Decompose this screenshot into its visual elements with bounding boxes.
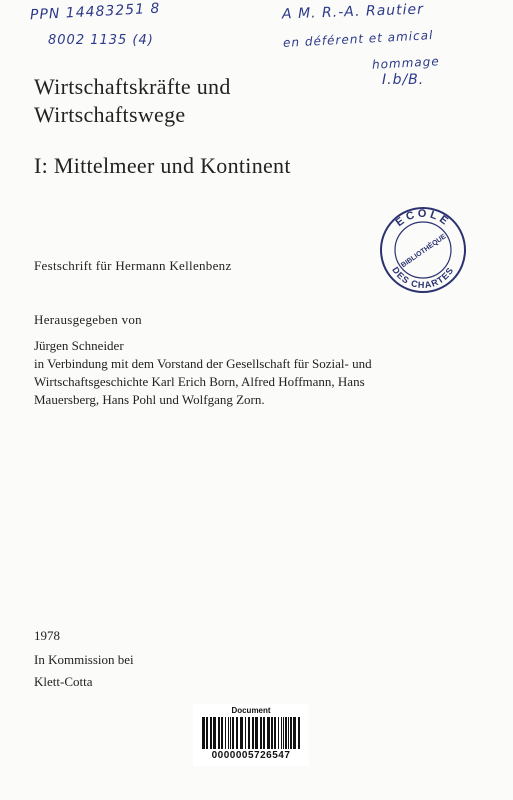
handwritten-dedication-line-1: A M. R.-A. Rautier <box>281 1 425 23</box>
handwritten-call-number-1: PPN 14483251 8 <box>29 0 161 24</box>
stamp-top-text: ECOLE <box>393 207 453 230</box>
barcode-bar <box>271 717 273 749</box>
barcode-bar <box>263 717 265 749</box>
barcode-bar <box>267 717 270 749</box>
barcode-bar <box>206 717 208 749</box>
editor-intro: Herausgegeben von <box>34 312 142 327</box>
festschrift-line: Festschrift für Hermann Kellenbenz <box>34 258 232 273</box>
barcode-icon <box>201 717 301 749</box>
barcode-bar <box>245 717 246 749</box>
barcode-bar <box>202 717 205 749</box>
barcode-bar <box>252 717 254 749</box>
barcode-bar <box>232 717 234 749</box>
library-stamp <box>378 205 468 295</box>
book-title-line-2: Wirtschaftswege <box>34 102 186 127</box>
handwritten-dedication-line-3: hommage <box>371 54 441 72</box>
barcode-bar <box>228 717 229 749</box>
barcode-bar <box>298 717 300 749</box>
handwritten-call-number-2: 8002 1135 (4) <box>48 33 154 48</box>
handwritten-dedication-line-2: en déférent et amical <box>282 28 434 50</box>
publication-year: 1978 <box>34 628 60 643</box>
publisher-name: Klett-Cotta <box>34 674 93 689</box>
barcode-bar <box>218 717 220 749</box>
stamp-center-text: BIBLIOTHÈQUE <box>400 233 448 270</box>
barcode-bar <box>288 717 289 749</box>
barcode-sticker <box>193 704 309 766</box>
barcode-bar <box>210 717 212 749</box>
barcode-bar <box>285 717 287 749</box>
barcode-bar <box>290 717 292 749</box>
svg-text:ECOLE <box>394 208 453 229</box>
barcode-bar <box>236 717 238 749</box>
barcode-bar <box>225 717 226 749</box>
barcode-bar <box>248 717 250 749</box>
collaborators-line-2: Wirtschaftsgeschichte Karl Erich Born, Alfred Hoffmann, Hans <box>34 374 365 389</box>
book-volume-title: I: Mittelmeer und Kontinent <box>34 153 291 178</box>
book-title-line-1: Wirtschaftskräfte und <box>34 74 231 99</box>
barcode-bar <box>274 717 276 749</box>
barcode-bar <box>260 717 262 749</box>
stamp-bottom-text: DES CHARTES <box>390 265 456 291</box>
barcode-bar <box>230 717 231 749</box>
collaborators-line-3: Mauersberg, Hans Pohl und Wolfgang Zorn. <box>34 392 265 407</box>
barcode-bar <box>283 717 284 749</box>
handwritten-dedication-signature: I.b/B. <box>382 72 425 88</box>
barcode-bar <box>213 717 216 749</box>
barcode-bar <box>278 717 279 749</box>
collaborators-line-1: in Verbindung mit dem Vorstand der Gesellschaft für Sozial- und <box>34 356 372 371</box>
editor-name: Jürgen Schneider <box>34 338 124 353</box>
barcode-bar <box>293 717 296 749</box>
commission-line: In Kommission bei <box>34 652 134 667</box>
barcode-label: Document <box>231 706 271 715</box>
barcode-bar <box>255 717 258 749</box>
barcode-bar <box>281 717 282 749</box>
barcode-number: 0000005726547 <box>211 750 291 761</box>
barcode-bar <box>240 717 243 749</box>
barcode-bar <box>221 717 223 749</box>
